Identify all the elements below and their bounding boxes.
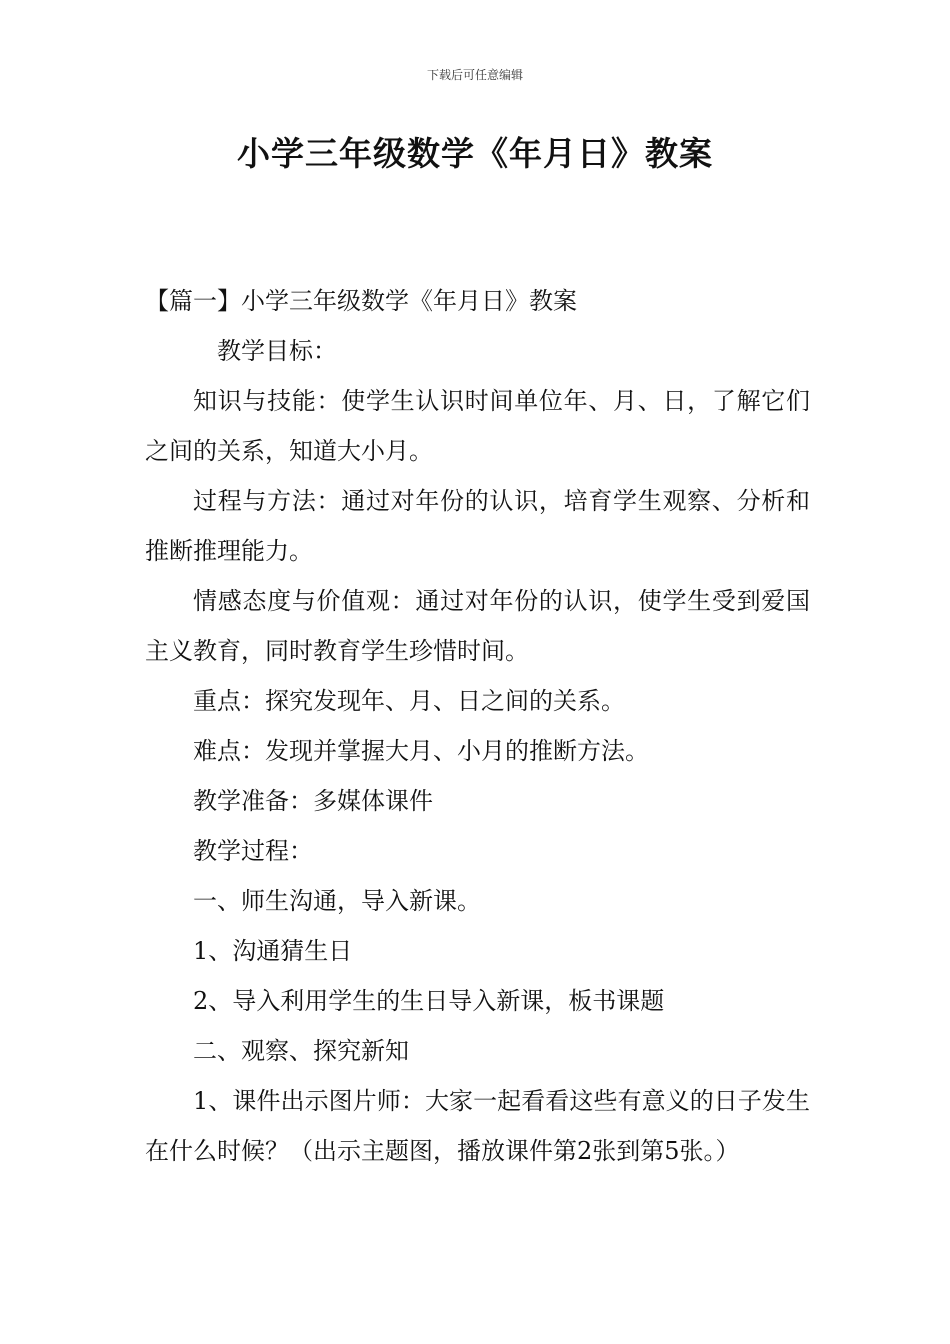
paragraph-process-heading: 教学过程： [193, 837, 313, 865]
paragraph-preparation: 教学准备：多媒体课件 [193, 787, 433, 815]
paragraph-objectives-heading: 教学目标： [217, 337, 337, 365]
paragraph-step-one: 一、师生沟通，导入新课。 [193, 887, 481, 915]
paragraph-attitude: 情感态度与价值观：通过对年份的认识，使学生受到爱国主义教育，同时教育学生珍惜时间。 [145, 587, 810, 665]
paragraph-process: 过程与方法：通过对年份的认识，培育学生观察、分析和推断推理能力。 [145, 487, 810, 565]
paragraph-step-two-1: 1、课件出示图片师：大家一起看看这些有意义的日子发生在什么时候？（出示主题图，播放课件第2张到第5张。） [145, 1087, 810, 1165]
paragraph-step-two: 二、观察、探究新知 [193, 1037, 409, 1065]
paragraph-knowledge: 知识与技能：使学生认识时间单位年、月、日，了解它们之间的关系，知道大小月。 [145, 387, 810, 465]
paragraph-step-one-1: 1、沟通猜生日 [193, 937, 353, 965]
section-heading: 【篇一】小学三年级数学《年月日》教案 [145, 287, 577, 315]
paragraph-key-point: 重点：探究发现年、月、日之间的关系。 [193, 687, 625, 715]
header-note: 下载后可任意编辑 [426, 68, 523, 82]
paragraph-difficulty: 难点：发现并掌握大月、小月的推断方法。 [193, 737, 649, 765]
document-body [145, 276, 810, 1176]
document-title: 小学三年级数学《年月日》教案 [237, 134, 713, 173]
paragraph-step-one-2: 2、导入利用学生的生日导入新课，板书课题 [193, 987, 665, 1015]
